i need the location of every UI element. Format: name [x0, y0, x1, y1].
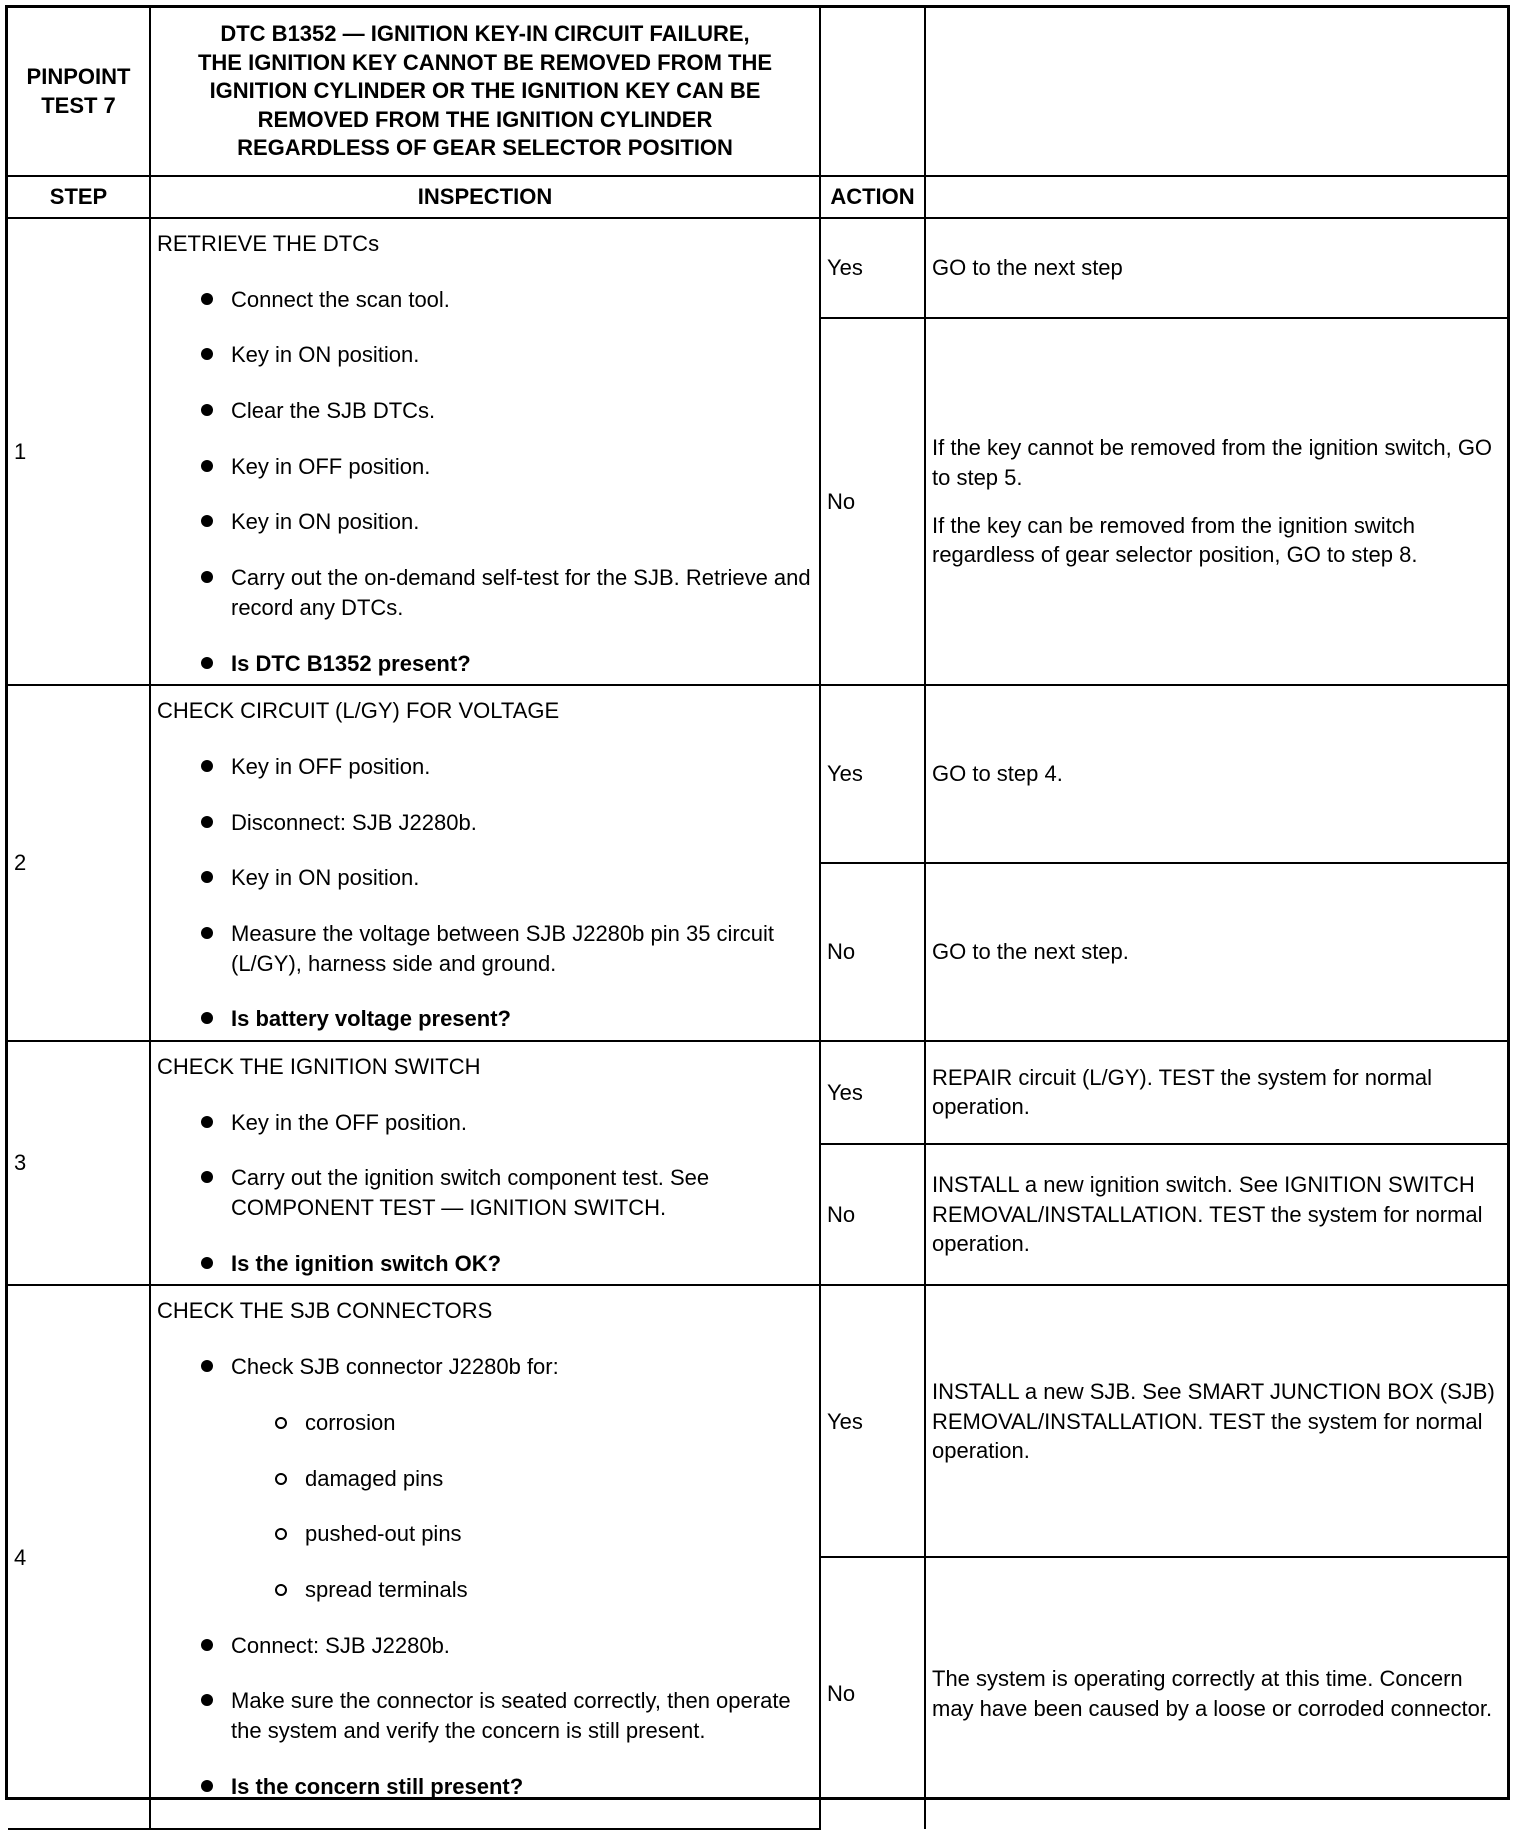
inspection-item: Clear the SJB DTCs. [157, 396, 813, 426]
inspection-item: Key in the OFF position. [157, 1108, 813, 1138]
step-3-yes-row [8, 1041, 1507, 1144]
no-action-paragraph: If the key can be removed from the ignition switch regardless of gear selector position, GO to step 8. [932, 512, 1418, 568]
step-1-inspection [150, 218, 820, 685]
title-blank-cell [925, 8, 1507, 176]
inspection-question: Is the ignition switch OK? [157, 1249, 813, 1279]
step-1-yes-row [8, 218, 1507, 318]
inspection-item: Key in ON position. [157, 340, 813, 370]
title-line: DTC B1352 — IGNITION KEY-IN CIRCUIT FAILURE, [220, 21, 750, 47]
inspection-item: Carry out the on-demand self-test for the SJB. Retrieve and record any DTCs. [157, 563, 813, 622]
yes-label: Yes [820, 1285, 925, 1557]
inspection-list [157, 1108, 813, 1279]
step-number: 2 [8, 685, 150, 1041]
inspection-sub-item: damaged pins [157, 1464, 813, 1494]
yes-label: Yes [820, 1041, 925, 1144]
inspection-list [157, 285, 813, 679]
title-line: THE IGNITION KEY CANNOT BE REMOVED FROM THE [197, 49, 773, 75]
no-label: No [820, 318, 925, 685]
column-header-row [8, 176, 1507, 218]
pinpoint-title [150, 8, 820, 176]
inspection-item: Connect: SJB J2280b. [157, 1631, 813, 1661]
yes-action: GO to step 4. [925, 685, 1507, 863]
no-action: The system is operating correctly at this time. Concern may have been caused by a loose or corroded connector. [925, 1557, 1507, 1829]
step-2-yes-row [8, 685, 1507, 863]
inspection-question: Is battery voltage present? [157, 1004, 813, 1034]
yes-label: Yes [820, 218, 925, 318]
step-number: 3 [8, 1041, 150, 1285]
step-heading: RETRIEVE THE DTCs [157, 231, 380, 256]
pinpoint-test-sheet [5, 5, 1510, 1800]
column-header-step: STEP [8, 176, 150, 218]
step-number: 4 [8, 1285, 150, 1829]
yes-action: REPAIR circuit (L/GY). TEST the system for normal operation. [925, 1041, 1507, 1144]
pinpoint-test-table [8, 8, 1507, 1830]
inspection-item: Make sure the connector is seated correctly, then operate the system and verify the concern is still present. [157, 1686, 813, 1745]
yes-action: INSTALL a new SJB. See SMART JUNCTION BOX (SJB) REMOVAL/INSTALLATION. TEST the system for normal operation. [925, 1285, 1507, 1557]
inspection-question: Is the concern still present? [157, 1772, 813, 1802]
step-number: 1 [8, 218, 150, 685]
no-label: No [820, 1144, 925, 1286]
pinpoint-label [8, 8, 150, 176]
inspection-item: Measure the voltage between SJB J2280b pin 35 circuit (L/GY), harness side and ground. [157, 919, 813, 978]
step-heading: CHECK THE IGNITION SWITCH [157, 1054, 481, 1079]
no-action [925, 318, 1507, 685]
no-action: INSTALL a new ignition switch. See IGNITION SWITCH REMOVAL/INSTALLATION. TEST the system for normal operation. [925, 1144, 1507, 1286]
pinpoint-label-line: PINPOINT [26, 63, 131, 89]
title-blank-cell [820, 8, 925, 176]
inspection-list [157, 1352, 813, 1801]
pinpoint-label-line: TEST 7 [41, 92, 116, 118]
column-header-inspection: INSPECTION [150, 176, 820, 218]
step-4-yes-row [8, 1285, 1507, 1557]
inspection-list [157, 752, 813, 1034]
column-header-blank [925, 176, 1507, 218]
inspection-sub-item: pushed-out pins [157, 1519, 813, 1549]
title-line: REMOVED FROM THE IGNITION CYLINDER [257, 106, 713, 132]
no-action: GO to the next step. [925, 863, 1507, 1041]
yes-action: GO to the next step [925, 218, 1507, 318]
no-label: No [820, 863, 925, 1041]
inspection-item: Key in ON position. [157, 863, 813, 893]
inspection-item: Key in OFF position. [157, 452, 813, 482]
step-heading: CHECK CIRCUIT (L/GY) FOR VOLTAGE [157, 698, 560, 724]
no-label: No [820, 1557, 925, 1829]
title-line: IGNITION CYLINDER OR THE IGNITION KEY CAN BE [209, 78, 761, 104]
title-line: REGARDLESS OF GEAR SELECTOR POSITION [237, 135, 733, 161]
inspection-question: Is DTC B1352 present? [157, 649, 813, 679]
step-heading: CHECK THE SJB CONNECTORS [157, 1298, 493, 1324]
step-4-inspection [150, 1285, 820, 1829]
step-2-inspection [150, 685, 820, 1041]
inspection-item: Check SJB connector J2280b for: [157, 1352, 813, 1382]
inspection-sub-item: spread terminals [157, 1575, 813, 1605]
inspection-item: Connect the scan tool. [157, 285, 813, 315]
column-header-action: ACTION [820, 176, 925, 218]
title-row [8, 8, 1507, 176]
inspection-item: Carry out the ignition switch component test. See COMPONENT TEST — IGNITION SWITCH. [157, 1163, 813, 1222]
inspection-item: Key in OFF position. [157, 752, 813, 782]
no-action-paragraph: If the key cannot be removed from the ignition switch, GO to step 5. [932, 435, 1493, 490]
step-3-inspection [150, 1041, 820, 1285]
inspection-sub-item: corrosion [157, 1408, 813, 1438]
yes-label: Yes [820, 685, 925, 863]
inspection-item: Disconnect: SJB J2280b. [157, 808, 813, 838]
inspection-item: Key in ON position. [157, 507, 813, 537]
